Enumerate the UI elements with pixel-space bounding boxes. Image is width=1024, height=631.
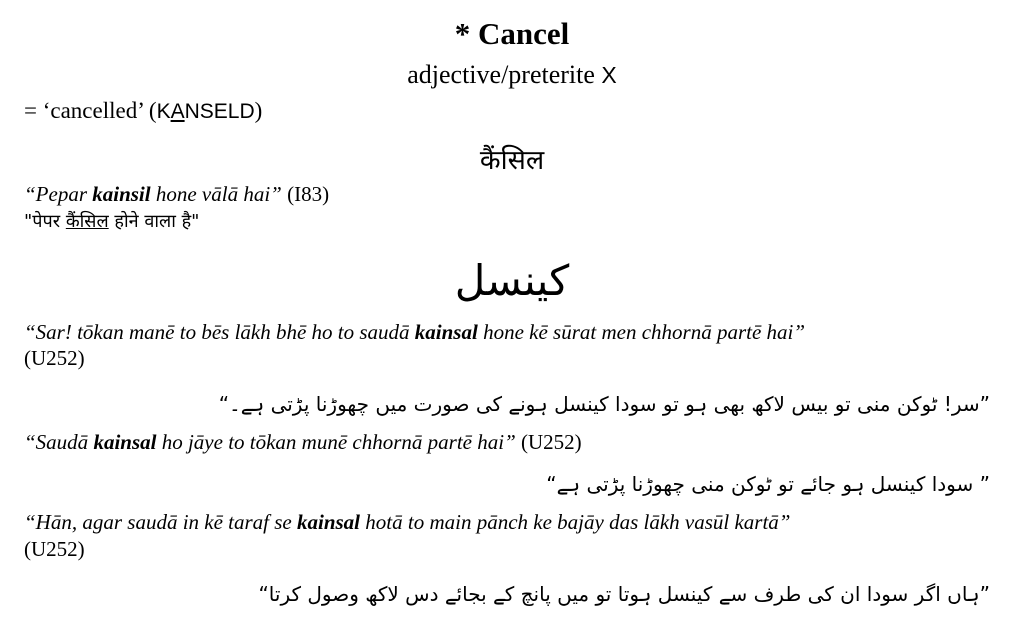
example-keyword: kainsil <box>92 182 151 206</box>
hindi-headword: कैंसिल <box>479 145 545 176</box>
gloss-prefix: = ‘cancelled’ ( <box>24 98 157 123</box>
example-keyword: kainsal <box>297 510 361 534</box>
example-text: hone kē sūrat men chhornā partē hai” <box>477 320 806 344</box>
gloss-suffix: ) <box>254 98 263 123</box>
phonetic-part: K <box>156 100 171 123</box>
example-1-transliteration <box>24 182 329 207</box>
pos-mark: X <box>601 62 617 88</box>
headword: * Cancel <box>454 16 570 51</box>
example-ref: (U252) <box>515 430 582 454</box>
phonetic-part: NSELD <box>184 100 255 123</box>
example-text: “Pepar <box>24 182 93 206</box>
example-text: hone vālā hai” <box>150 182 282 206</box>
example-4-transliteration <box>24 510 790 535</box>
example-4-ref: (U252) <box>24 537 85 561</box>
example-text: “Saudā <box>24 430 94 454</box>
example-1-devanagari <box>24 209 199 233</box>
pos-text: adjective/preterite <box>407 60 595 89</box>
devanagari-text: होने वाला है" <box>108 211 200 232</box>
devanagari-text: "पेपर <box>24 211 66 232</box>
example-text: ho jāye to tōkan munē chhornā partē hai” <box>156 430 516 454</box>
phonetic <box>157 100 255 123</box>
example-text: “Hān, agar saudā in kē taraf se <box>24 510 297 534</box>
phonetic-underlined: A <box>170 100 185 123</box>
gloss-line <box>24 98 262 124</box>
example-text: hotā to main pānch ke bajāy das lākh vasūl kartā” <box>360 510 791 534</box>
example-2-transliteration <box>24 320 805 345</box>
example-3-transliteration <box>24 430 582 455</box>
part-of-speech <box>0 60 1024 90</box>
urdu-headword: کینسل <box>454 256 570 305</box>
example-keyword: kainsal <box>414 320 478 344</box>
example-keyword: kainsal <box>93 430 157 454</box>
devanagari-keyword: कैंसिल <box>65 211 109 232</box>
example-text: “Sar! tōkan manē to bēs lākh bhē ho to saudā <box>24 320 415 344</box>
example-2-ref: (U252) <box>24 346 85 370</box>
example-4-urdu: ”ہاں اگر سودا ان کی طرف سے کینسل ہوتا تو میں پانچ کے بجائے دس لاکھ وصول کرتا“ <box>258 582 990 606</box>
example-2-urdu: ”سر! ٹوکن منی تو بیس لاکھ بھی ہو تو سودا کینسل ہونے کی صورت میں چھوڑنا پڑتی ہے۔“ <box>218 392 990 416</box>
example-ref: (I83) <box>281 182 330 206</box>
example-3-urdu: ” سودا کینسل ہو جائے تو ٹوکن منی چھوڑنا پڑتی ہے“ <box>546 472 990 496</box>
